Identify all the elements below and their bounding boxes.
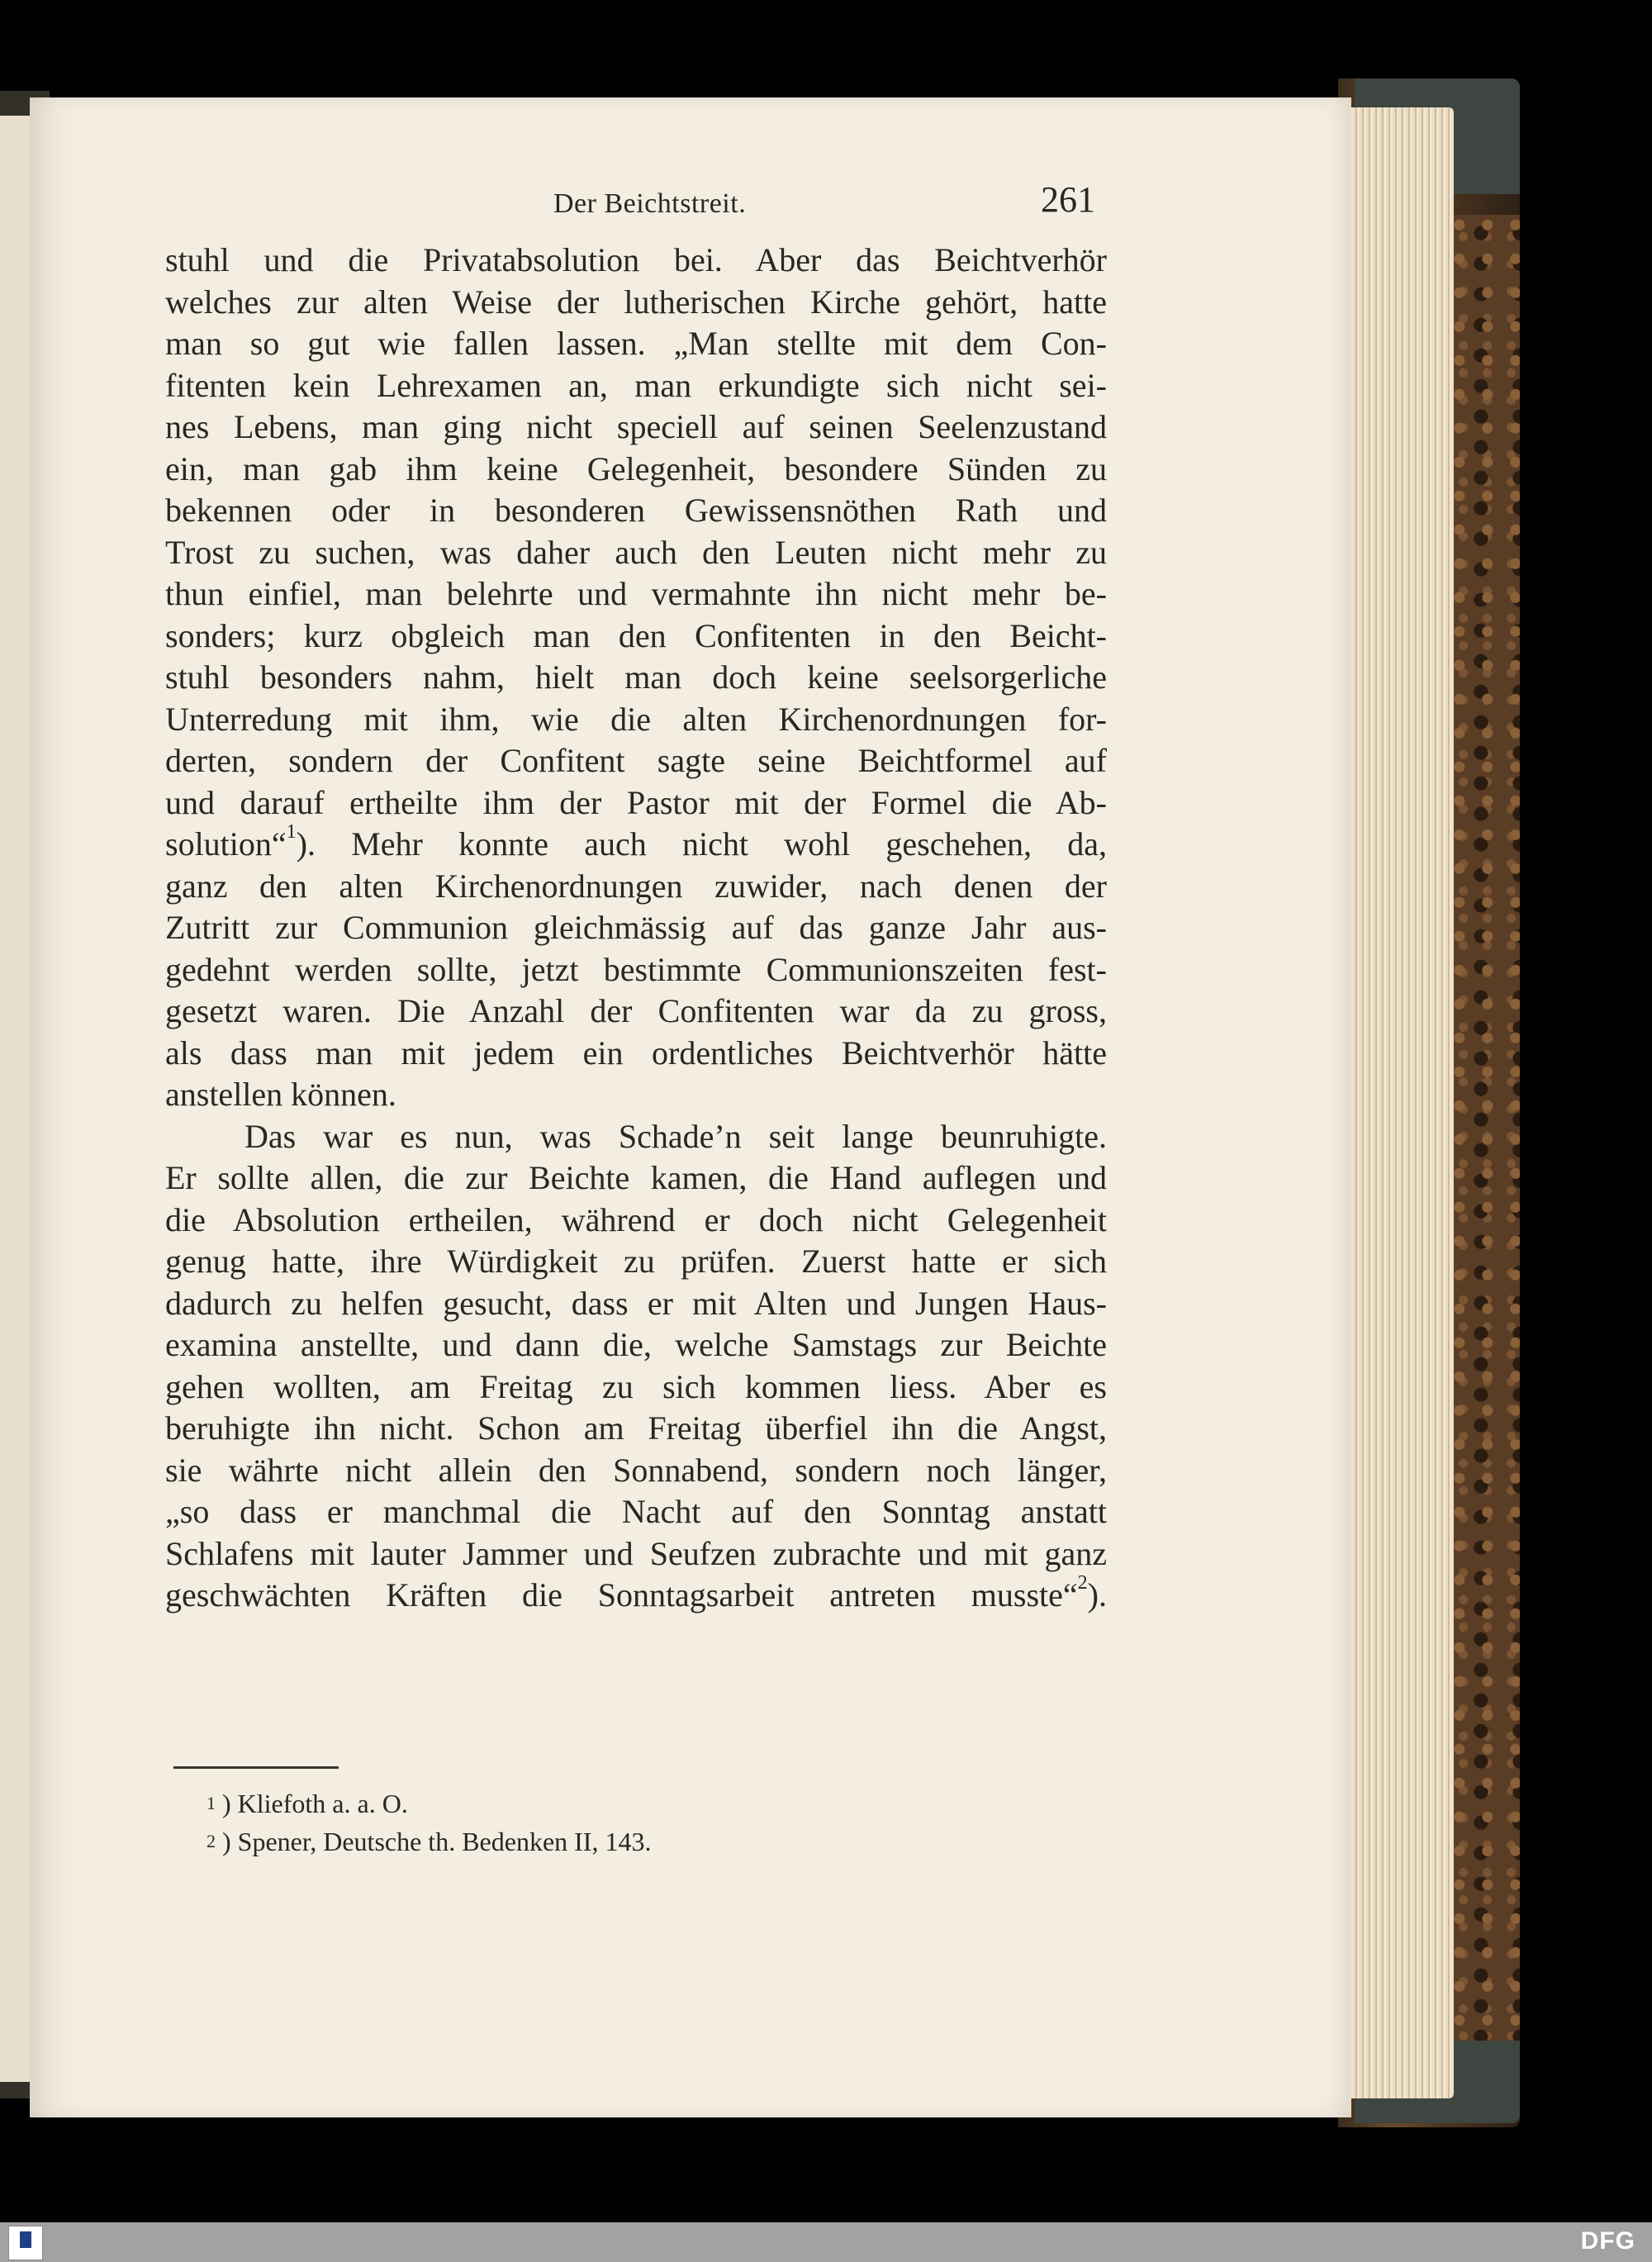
text-line: sie währte nicht allein den Sonnabend, sondern noch länger, [165,1451,1107,1489]
running-head: Der Beichtstreit. [553,188,747,219]
footnote-text: ) Spener, Deutsche th. Bedenken II, 143. [222,1827,652,1856]
text-line: die Absolution ertheilen, während er doch nicht Gelegenheit [165,1200,1107,1238]
text-line: man so gut wie fallen lassen. „Man stellte mit dem Con- [165,325,1107,362]
text-line: Trost zu suchen, was daher auch den Leuten nicht mehr zu [165,533,1107,571]
text-fragment: geschwächten Kräften die Sonntagsarbeit antreten musste“ [165,1576,1078,1613]
viewer-footer [0,2222,1652,2262]
marbled-cover-texture [1454,215,1520,2057]
text-line: Schlafens mit lauter Jammer und Seufzen zubrachte und mit ganz [165,1534,1107,1572]
text-line: und darauf ertheilte ihm der Pastor mit der Formel die Ab- [165,783,1107,821]
paragraph-start-line: Das war es nun, was Schade’n seit lange beunruhigte. [244,1117,1107,1155]
footnote-number: 2 [206,1831,216,1851]
page-header [165,178,1123,225]
library-logo-icon [8,2226,43,2260]
text-line: fitenten kein Lehrexamen an, man erkundigte sich nicht sei- [165,366,1107,404]
body-text [165,240,1107,1617]
text-line: stuhl und die Privatabsolution bei. Aber das Beichtverhör [165,241,1107,278]
text-line: gehen wollten, am Freitag zu sich kommen liess. Aber es [165,1367,1107,1405]
text-line: dadurch zu helfen gesucht, dass er mit Alten und Jungen Haus- [165,1284,1107,1322]
footnote-rule [173,1766,339,1769]
text-line: bekennen oder in besonderen Gewissensnöthen Rath und [165,492,1107,529]
text-line: nes Lebens, man ging nicht speciell auf seinen Seelenzustand [165,408,1107,445]
text-line: ganz den alten Kirchenordnungen zuwider, nach denen der [165,867,1107,905]
footnote-1 [206,1784,651,1822]
text-line: genug hatte, ihre Würdigkeit zu prüfen. Zuerst hatte er sich [165,1243,1107,1280]
text-line: welches zur alten Weise der lutherischen Kirche gehört, hatte [165,283,1107,321]
page-fore-edge [1346,107,1454,2098]
text-line: Unterredung mit ihm, wie die alten Kirchenordnungen for- [165,700,1107,738]
text-fragment: ). Mehr konnte auch nicht wohl geschehen, da, [296,825,1107,863]
footnote-marker-1: 1 [286,821,297,843]
text-fragment: solution“ [165,825,287,863]
text-line: gesetzt waren. Die Anzahl der Confitenten war da zu gross, [165,992,1107,1029]
paragraph-end-line: anstellen können. [165,1076,396,1113]
text-line-footnote-ref [165,821,1107,866]
footnote-2 [206,1822,651,1860]
text-line: thun einfiel, man belehrte und vermahnte ihn nicht mehr be- [165,575,1107,612]
left-page-edge [0,116,31,2082]
text-line: „so dass er manchmal die Nacht auf den Sonntag anstatt [165,1493,1107,1530]
text-line: beruhigte ihn nicht. Schon am Freitag überfiel ihn die Angst, [165,1409,1107,1447]
footnote-number: 1 [206,1793,216,1813]
dfg-brand: DFG [1580,2227,1635,2255]
text-line: gedehnt werden sollte, jetzt bestimmte Communionszeiten fest- [165,950,1107,988]
footnote-marker-2: 2 [1077,1572,1088,1594]
text-line: Zutritt zur Communion gleichmässig auf das ganze Jahr aus- [165,909,1107,946]
text-line: sonders; kurz obgleich man den Confitenten in den Beicht- [165,616,1107,654]
text-line: derten, sondern der Confitent sagte seine Beichtformel auf [165,742,1107,779]
page-number: 261 [1041,179,1095,220]
text-line-footnote-ref [165,1572,1107,1617]
footnote-text: ) Kliefoth a. a. O. [222,1789,408,1818]
text-line: als dass man mit jedem ein ordentliches Beichtverhör hätte [165,1034,1107,1072]
text-line: Er sollte allen, die zur Beichte kamen, die Hand auflegen und [165,1159,1107,1196]
text-line: examina anstellte, und dann die, welche Samstags zur Beichte [165,1326,1107,1363]
text-line: stuhl besonders nahm, hielt man doch keine seelsorgerliche [165,658,1107,696]
text-fragment: ). [1087,1576,1107,1613]
text-line: ein, man gab ihm keine Gelegenheit, besondere Sünden zu [165,449,1107,487]
footnotes [206,1784,651,1860]
